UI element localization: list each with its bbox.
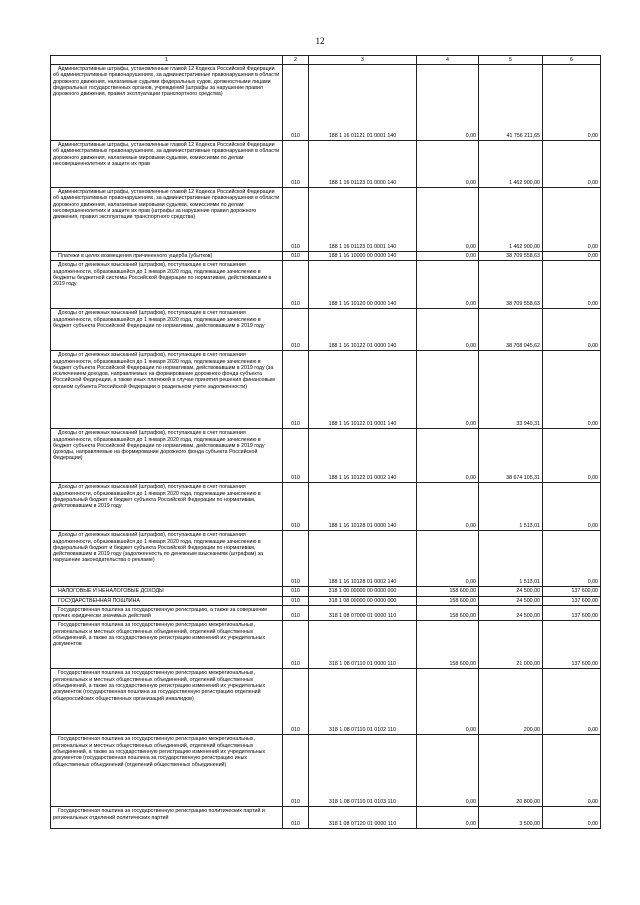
- row-col4-value: 158 600,00: [417, 596, 479, 605]
- row-line-code: 010: [283, 483, 309, 531]
- header-cell: 1: [51, 56, 283, 65]
- table-row: [51, 261, 601, 309]
- table-row: [51, 252, 601, 261]
- table-row: [51, 669, 601, 735]
- row-line-code: 010: [283, 807, 309, 829]
- row-col4-value: 0,00: [417, 141, 479, 188]
- row-name: Административные штрафы, установленные главой 12 Кодекса Российской Федерации об административных правонарушениях, за административные правонарушения в области дорожного движения, налагаемые мировыми судьями, комиссиями по делам несовершеннолетних и защите их прав: [51, 141, 283, 188]
- row-budget-code: 188 1 16 10128 01 0000 140: [309, 483, 417, 531]
- row-budget-code: 188 1 16 10128 01 0002 140: [309, 531, 417, 587]
- row-line-code: 010: [283, 188, 309, 252]
- table-row: [51, 65, 601, 141]
- table-row: [51, 351, 601, 429]
- row-line-code: 010: [283, 735, 309, 807]
- row-col6-value: 137 600,00: [543, 605, 601, 621]
- row-col5-value: 1 462 900,00: [479, 141, 543, 188]
- row-col5-value: 38 674 105,31: [479, 429, 543, 483]
- revenue-table: [50, 55, 601, 829]
- row-line-code: 010: [283, 261, 309, 309]
- header-cell: 4: [417, 56, 479, 65]
- row-col4-value: 0,00: [417, 261, 479, 309]
- table-row: [51, 531, 601, 587]
- row-budget-code: 318 1 08 00000 00 0000 000: [309, 596, 417, 605]
- row-col5-value: 20 800,00: [479, 735, 543, 807]
- row-col5-value: 1 462 900,00: [479, 188, 543, 252]
- row-name: НАЛОГОВЫЕ И НЕНАЛОГОВЫЕ ДОХОДЫ: [51, 587, 283, 596]
- row-col4-value: 0,00: [417, 735, 479, 807]
- row-name: Доходы от денежных взысканий (штрафов), поступающие в счет погашения задолженности, образовавшейся до 1 января 2020 года, подлежащие зачислению в бюджет субъекта Российской Федерации по нормативам, действовавшим в 2019 году: [51, 309, 283, 351]
- row-col6-value: 137 600,00: [543, 596, 601, 605]
- row-col4-value: 0,00: [417, 807, 479, 829]
- row-name: Доходы от денежных взысканий (штрафов), поступающие в счет погашения задолженности, образовавшейся до 1 января 2020 года, подлежащие зачислению в федеральный бюджет и бюджет субъекта Российской Федерации по нормативам, действовавшим в 2019 году (задолженность по денежным взысканиям (штрафам) за нарушение законодательства о рекламе): [51, 531, 283, 587]
- row-col6-value: 0,00: [543, 261, 601, 309]
- header-cell: 5: [479, 56, 543, 65]
- row-col4-value: 0,00: [417, 252, 479, 261]
- row-col5-value: 33 940,31: [479, 351, 543, 429]
- row-col4-value: 0,00: [417, 483, 479, 531]
- row-budget-code: 188 1 16 01121 01 0001 140: [309, 65, 417, 141]
- table-row: [51, 807, 601, 829]
- row-col4-value: 0,00: [417, 669, 479, 735]
- row-budget-code: 188 1 16 10122 01 0001 140: [309, 351, 417, 429]
- row-name: Доходы от денежных взысканий (штрафов), поступающие в счет погашения задолженности, образовавшейся до 1 января 2020 года, подлежащие зачислению в бюджет субъекта Российской Федерации по нормативам, действовавшим в 2019 году (за исключением доходов, направляемых на формирование дорожного фонда субъекта Российской Федерации, а также иных платежей в случае принятия решения финансовым органом субъекта Российской Федерации о раздельном учете задолженности): [51, 351, 283, 429]
- page-number: 12: [315, 36, 325, 46]
- row-col6-value: 0,00: [543, 669, 601, 735]
- row-budget-code: 188 1 16 10000 00 0000 140: [309, 252, 417, 261]
- table-row: [51, 309, 601, 351]
- row-name: Доходы от денежных взысканий (штрафов), поступающие в счет погашения задолженности, образовавшейся до 1 января 2020 года, подлежащие зачислению в бюджет субъекта Российской Федерации по нормативам, действовавшим в 2019 году (доходы, направляемые на формирование дорожного фонда субъекта Российской Федерации): [51, 429, 283, 483]
- table-row: [51, 483, 601, 531]
- row-name: Государственная пошлина за государственную регистрацию межрегиональных, региональных и местных общественных объединений, отделений общественных объединений, а также за государственную регистрацию изменений их учредительных документов (государственная пошлина за государственную регистрацию иных общественных объединений (отделений общественных объединений): [51, 735, 283, 807]
- row-budget-code: 188 1 16 10122 01 0002 140: [309, 429, 417, 483]
- row-col4-value: 158 600,00: [417, 621, 479, 669]
- row-col5-value: 24 500,00: [479, 596, 543, 605]
- row-line-code: 010: [283, 141, 309, 188]
- row-col4-value: 0,00: [417, 188, 479, 252]
- row-col5-value: 200,00: [479, 669, 543, 735]
- header-cell: 6: [543, 56, 601, 65]
- row-name: Административные штрафы, установленные главой 12 Кодекса Российской Федерации об административных правонарушениях, за административные правонарушения в области дорожного движения, налагаемые судьями федеральных судов, должностными лицами федеральных государственных органов, учреждений (штрафы за нарушение правил дорожного движения, правил эксплуатации транспортного средства): [51, 65, 283, 141]
- row-budget-code: 318 1 00 00000 00 0000 000: [309, 587, 417, 596]
- row-budget-code: 318 1 08 07000 01 0000 110: [309, 605, 417, 621]
- row-name: Доходы от денежных взысканий (штрафов), поступающие в счет погашения задолженности, образовавшейся до 1 января 2020 года, подлежащие зачислению в федеральный бюджет и бюджет субъекта Российской Федерации по нормативам, действовавшим в 2019 году: [51, 483, 283, 531]
- row-name: Государственная пошлина за государственную регистрацию, а также за совершение прочих юридически значимых действий: [51, 605, 283, 621]
- row-col4-value: 0,00: [417, 309, 479, 351]
- row-col4-value: 0,00: [417, 65, 479, 141]
- row-col6-value: 0,00: [543, 65, 601, 141]
- row-col5-value: 41 756 211,65: [479, 65, 543, 141]
- row-col5-value: 38 709 558,63: [479, 252, 543, 261]
- table-row: [51, 188, 601, 252]
- table-row: [51, 605, 601, 621]
- row-line-code: 010: [283, 429, 309, 483]
- row-col6-value: 0,00: [543, 309, 601, 351]
- row-line-code: 010: [283, 309, 309, 351]
- row-col4-value: 158 600,00: [417, 605, 479, 621]
- row-line-code: 010: [283, 669, 309, 735]
- row-line-code: 010: [283, 587, 309, 596]
- row-col6-value: 137 600,00: [543, 587, 601, 596]
- row-budget-code: 318 1 08 07120 01 0000 110: [309, 807, 417, 829]
- row-col6-value: 0,00: [543, 252, 601, 261]
- row-col6-value: 0,00: [543, 429, 601, 483]
- row-col5-value: 1 513,01: [479, 483, 543, 531]
- row-col5-value: 3 500,00: [479, 807, 543, 829]
- row-line-code: 010: [283, 621, 309, 669]
- row-budget-code: 318 1 08 07110 01 0102 110: [309, 669, 417, 735]
- row-col6-value: 0,00: [543, 483, 601, 531]
- row-budget-code: 318 1 08 07110 01 0000 110: [309, 621, 417, 669]
- row-col4-value: 0,00: [417, 429, 479, 483]
- row-line-code: 010: [283, 531, 309, 587]
- row-col6-value: 0,00: [543, 807, 601, 829]
- row-col4-value: 0,00: [417, 351, 479, 429]
- row-name: Государственная пошлина за государственную регистрацию межрегиональных, региональных и местных общественных объединений, отделений общественных объединений, а также за государственную регистрацию изменений их учредительных документов: [51, 621, 283, 669]
- row-name: Административные штрафы, установленные главой 12 Кодекса Российской Федерации об административных правонарушениях, за административные правонарушения в области дорожного движения, налагаемые мировыми судьями, комиссиями по делам несовершеннолетних и защите их прав (штрафы за нарушение правил дорожного движения, правил эксплуатации транспортного средства): [51, 188, 283, 252]
- row-col5-value: 38 709 558,63: [479, 261, 543, 309]
- row-col5-value: 21 000,00: [479, 621, 543, 669]
- header-cell: 2: [283, 56, 309, 65]
- row-col5-value: 24 500,00: [479, 605, 543, 621]
- row-col6-value: 0,00: [543, 735, 601, 807]
- row-budget-code: 188 1 16 10122 01 0000 140: [309, 309, 417, 351]
- row-name: Платежи в целях возмещения причиненного ущерба (убытков): [51, 252, 283, 261]
- row-name: ГОСУДАРСТВЕННАЯ ПОШЛИНА: [51, 596, 283, 605]
- row-line-code: 010: [283, 65, 309, 141]
- header-cell: 3: [309, 56, 417, 65]
- row-col5-value: 24 500,00: [479, 587, 543, 596]
- row-budget-code: 188 1 16 01123 01 0000 140: [309, 141, 417, 188]
- table-row: [51, 621, 601, 669]
- row-col5-value: 1 513,01: [479, 531, 543, 587]
- row-col6-value: 0,00: [543, 141, 601, 188]
- table-row: [51, 141, 601, 188]
- row-col4-value: 0,00: [417, 531, 479, 587]
- row-line-code: 010: [283, 252, 309, 261]
- row-line-code: 010: [283, 351, 309, 429]
- table-row: [51, 587, 601, 596]
- row-col6-value: 0,00: [543, 531, 601, 587]
- row-name: Государственная пошлина за государственную регистрацию политических партий и региональных отделений политических партий: [51, 807, 283, 829]
- row-budget-code: 318 1 08 07110 01 0103 110: [309, 735, 417, 807]
- table-row: [51, 596, 601, 605]
- table-row: [51, 429, 601, 483]
- row-col6-value: 0,00: [543, 188, 601, 252]
- table-header-row: [51, 56, 601, 65]
- row-line-code: 010: [283, 605, 309, 621]
- row-col6-value: 137 600,00: [543, 621, 601, 669]
- row-budget-code: 188 1 16 01123 01 0001 140: [309, 188, 417, 252]
- row-col6-value: 0,00: [543, 351, 601, 429]
- row-col4-value: 158 600,00: [417, 587, 479, 596]
- row-name: Доходы от денежных взысканий (штрафов), поступающие в счет погашения задолженности, образовавшейся до 1 января 2020 года, подлежащие зачислению в бюджеты бюджетной системы Российской Федерации по нормативам, действовавшим в 2019 году: [51, 261, 283, 309]
- row-line-code: 010: [283, 596, 309, 605]
- table-row: [51, 735, 601, 807]
- row-name: Государственная пошлина за государственную регистрацию межрегиональных, региональных и местных общественных объединений, отделений общественных объединений, а также за государственную регистрацию изменений их учредительных документов (государственная пошлина за государственную регистрацию отделений общероссийских общественных организаций инвалидов): [51, 669, 283, 735]
- row-col5-value: 38 708 045,62: [479, 309, 543, 351]
- row-budget-code: 188 1 16 10120 00 0000 140: [309, 261, 417, 309]
